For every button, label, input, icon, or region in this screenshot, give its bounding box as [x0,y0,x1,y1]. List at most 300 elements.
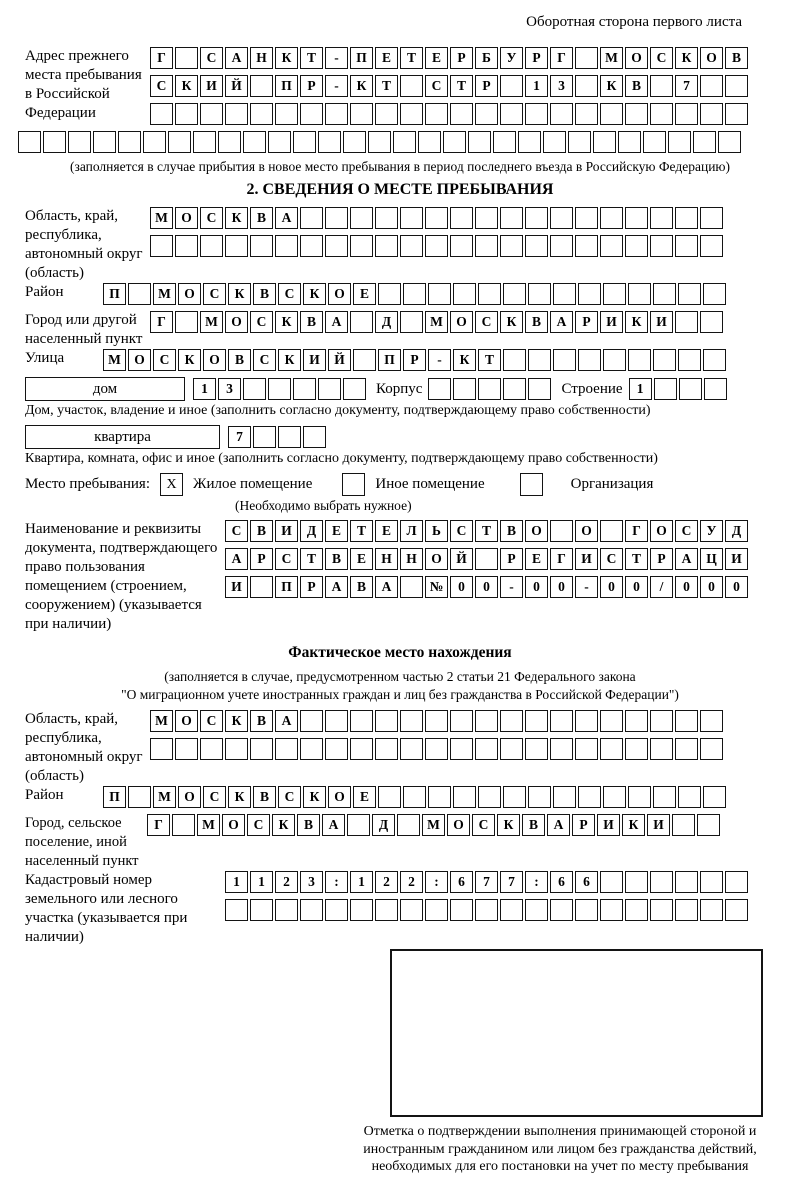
char-cell[interactable]: С [250,311,273,333]
char-cell[interactable]: Н [250,47,273,69]
char-cell[interactable]: У [500,47,523,69]
char-cell[interactable] [475,899,498,921]
char-cell[interactable]: О [447,814,470,836]
char-cell[interactable]: С [650,47,673,69]
char-cell[interactable] [675,235,698,257]
char-cell[interactable] [243,131,266,153]
char-cell[interactable]: - [325,75,348,97]
char-cell[interactable] [675,207,698,229]
char-cell[interactable]: С [247,814,270,836]
char-cell[interactable]: - [325,47,348,69]
char-cell[interactable]: 3 [550,75,573,97]
char-cell[interactable]: О [222,814,245,836]
char-cell[interactable]: П [275,75,298,97]
apartment-type-box[interactable]: квартира [25,425,220,449]
char-cell[interactable] [503,349,526,371]
char-cell[interactable]: С [225,520,248,542]
char-cell[interactable] [425,103,448,125]
char-cell[interactable] [643,131,666,153]
char-cell[interactable]: - [575,576,598,598]
char-cell[interactable]: 1 [250,871,273,893]
char-cell[interactable]: А [225,47,248,69]
char-cell[interactable] [628,786,651,808]
char-cell[interactable] [425,235,448,257]
char-cell[interactable]: В [500,520,523,542]
char-cell[interactable]: М [197,814,220,836]
char-cell[interactable] [550,738,573,760]
char-cell[interactable]: Б [475,47,498,69]
char-cell[interactable]: Р [500,548,523,570]
char-cell[interactable] [603,786,626,808]
char-cell[interactable]: И [647,814,670,836]
char-cell[interactable] [725,871,748,893]
char-cell[interactable] [393,131,416,153]
char-cell[interactable]: В [350,576,373,598]
char-cell[interactable] [528,378,551,400]
char-cell[interactable]: В [250,710,273,732]
char-cell[interactable] [193,131,216,153]
char-cell[interactable]: Т [300,548,323,570]
char-cell[interactable]: О [625,47,648,69]
char-cell[interactable]: 0 [725,576,748,598]
char-cell[interactable]: Т [375,75,398,97]
char-cell[interactable] [318,378,341,400]
char-cell[interactable] [172,814,195,836]
char-cell[interactable] [503,378,526,400]
char-cell[interactable] [397,814,420,836]
char-cell[interactable]: Г [150,311,173,333]
char-cell[interactable] [525,103,548,125]
char-cell[interactable]: 0 [550,576,573,598]
char-cell[interactable]: О [328,283,351,305]
char-cell[interactable] [347,814,370,836]
char-cell[interactable] [650,207,673,229]
char-cell[interactable]: Р [575,311,598,333]
char-cell[interactable]: К [175,75,198,97]
char-cell[interactable]: Г [147,814,170,836]
char-cell[interactable] [575,738,598,760]
char-cell[interactable] [243,378,266,400]
char-cell[interactable]: О [425,548,448,570]
char-cell[interactable] [400,576,423,598]
char-cell[interactable] [550,520,573,542]
char-cell[interactable] [403,786,426,808]
char-cell[interactable] [350,207,373,229]
char-cell[interactable]: Й [450,548,473,570]
char-cell[interactable] [653,786,676,808]
stay-option-other-checkbox[interactable] [342,473,365,496]
char-cell[interactable]: О [175,207,198,229]
char-cell[interactable]: А [225,548,248,570]
char-cell[interactable]: Р [650,548,673,570]
char-cell[interactable] [275,738,298,760]
char-cell[interactable] [275,899,298,921]
char-cell[interactable] [525,710,548,732]
char-cell[interactable]: / [650,576,673,598]
char-cell[interactable] [200,235,223,257]
char-cell[interactable] [350,103,373,125]
char-cell[interactable]: Р [572,814,595,836]
char-cell[interactable] [600,235,623,257]
char-cell[interactable]: 7 [500,871,523,893]
char-cell[interactable] [175,103,198,125]
char-cell[interactable]: К [225,207,248,229]
char-cell[interactable] [650,75,673,97]
char-cell[interactable] [450,207,473,229]
char-cell[interactable] [628,283,651,305]
char-cell[interactable]: П [275,576,298,598]
char-cell[interactable]: К [275,47,298,69]
char-cell[interactable]: С [253,349,276,371]
char-cell[interactable]: 0 [525,576,548,598]
char-cell[interactable] [700,207,723,229]
char-cell[interactable]: О [225,311,248,333]
char-cell[interactable] [703,349,726,371]
char-cell[interactable] [325,207,348,229]
char-cell[interactable]: : [325,871,348,893]
char-cell[interactable]: И [575,548,598,570]
char-cell[interactable] [128,283,151,305]
char-cell[interactable]: Г [150,47,173,69]
char-cell[interactable]: К [500,311,523,333]
char-cell[interactable]: С [600,548,623,570]
char-cell[interactable] [553,349,576,371]
char-cell[interactable]: 6 [550,871,573,893]
char-cell[interactable] [675,710,698,732]
char-cell[interactable] [650,871,673,893]
char-cell[interactable]: М [150,207,173,229]
char-cell[interactable]: С [472,814,495,836]
char-cell[interactable] [550,207,573,229]
char-cell[interactable] [600,520,623,542]
char-cell[interactable]: Р [300,75,323,97]
char-cell[interactable] [525,207,548,229]
char-cell[interactable]: Р [403,349,426,371]
char-cell[interactable] [378,283,401,305]
char-cell[interactable]: И [600,311,623,333]
char-cell[interactable]: К [275,311,298,333]
char-cell[interactable]: Т [475,520,498,542]
char-cell[interactable] [250,235,273,257]
char-cell[interactable] [618,131,641,153]
char-cell[interactable]: В [525,311,548,333]
char-cell[interactable]: А [375,576,398,598]
char-cell[interactable] [668,131,691,153]
char-cell[interactable] [403,283,426,305]
char-cell[interactable]: В [253,283,276,305]
char-cell[interactable] [425,738,448,760]
char-cell[interactable]: Т [478,349,501,371]
char-cell[interactable]: М [153,786,176,808]
house-type-box[interactable]: дом [25,377,185,401]
char-cell[interactable] [650,710,673,732]
char-cell[interactable]: В [297,814,320,836]
char-cell[interactable] [650,899,673,921]
char-cell[interactable] [600,207,623,229]
char-cell[interactable] [425,899,448,921]
char-cell[interactable] [450,899,473,921]
char-cell[interactable] [578,349,601,371]
char-cell[interactable]: К [228,786,251,808]
char-cell[interactable] [700,738,723,760]
char-cell[interactable]: Ц [700,548,723,570]
char-cell[interactable] [453,378,476,400]
char-cell[interactable] [453,786,476,808]
char-cell[interactable] [578,283,601,305]
char-cell[interactable] [325,899,348,921]
char-cell[interactable]: М [150,710,173,732]
char-cell[interactable]: Е [525,548,548,570]
char-cell[interactable]: 1 [225,871,248,893]
char-cell[interactable] [675,738,698,760]
char-cell[interactable] [143,131,166,153]
char-cell[interactable] [503,786,526,808]
char-cell[interactable]: С [200,47,223,69]
char-cell[interactable]: 1 [193,378,216,400]
char-cell[interactable]: Д [725,520,748,542]
char-cell[interactable]: Г [550,548,573,570]
char-cell[interactable] [593,131,616,153]
char-cell[interactable]: Т [625,548,648,570]
char-cell[interactable] [528,283,551,305]
char-cell[interactable] [478,378,501,400]
char-cell[interactable]: О [178,786,201,808]
char-cell[interactable] [500,710,523,732]
char-cell[interactable]: А [325,311,348,333]
char-cell[interactable]: Е [375,47,398,69]
char-cell[interactable] [350,710,373,732]
char-cell[interactable]: К [228,283,251,305]
char-cell[interactable] [500,235,523,257]
char-cell[interactable]: И [275,520,298,542]
char-cell[interactable]: С [200,207,223,229]
char-cell[interactable]: С [475,311,498,333]
char-cell[interactable] [493,131,516,153]
char-cell[interactable]: С [675,520,698,542]
char-cell[interactable] [425,710,448,732]
char-cell[interactable]: С [200,710,223,732]
char-cell[interactable]: К [453,349,476,371]
char-cell[interactable]: Е [353,786,376,808]
char-cell[interactable] [400,738,423,760]
char-cell[interactable] [375,207,398,229]
char-cell[interactable] [603,349,626,371]
char-cell[interactable] [225,103,248,125]
char-cell[interactable] [600,103,623,125]
char-cell[interactable] [679,378,702,400]
char-cell[interactable]: Е [353,283,376,305]
char-cell[interactable]: В [625,75,648,97]
char-cell[interactable] [325,235,348,257]
char-cell[interactable] [350,235,373,257]
char-cell[interactable]: С [203,283,226,305]
char-cell[interactable] [575,899,598,921]
char-cell[interactable]: Д [300,520,323,542]
char-cell[interactable] [293,378,316,400]
char-cell[interactable]: Ь [425,520,448,542]
char-cell[interactable] [428,283,451,305]
char-cell[interactable] [443,131,466,153]
char-cell[interactable]: П [378,349,401,371]
char-cell[interactable] [300,899,323,921]
char-cell[interactable] [278,426,301,448]
char-cell[interactable]: В [725,47,748,69]
char-cell[interactable] [672,814,695,836]
char-cell[interactable] [525,235,548,257]
char-cell[interactable] [225,899,248,921]
char-cell[interactable] [68,131,91,153]
char-cell[interactable] [343,378,366,400]
char-cell[interactable]: Е [325,520,348,542]
char-cell[interactable] [518,131,541,153]
char-cell[interactable]: Р [300,576,323,598]
char-cell[interactable] [678,349,701,371]
char-cell[interactable]: О [700,47,723,69]
char-cell[interactable] [200,103,223,125]
char-cell[interactable]: И [725,548,748,570]
char-cell[interactable]: Д [372,814,395,836]
char-cell[interactable]: - [500,576,523,598]
char-cell[interactable] [528,786,551,808]
char-cell[interactable] [475,548,498,570]
char-cell[interactable]: К [303,786,326,808]
char-cell[interactable]: К [178,349,201,371]
char-cell[interactable]: 6 [575,871,598,893]
char-cell[interactable] [625,738,648,760]
char-cell[interactable]: А [275,710,298,732]
char-cell[interactable]: К [225,710,248,732]
char-cell[interactable] [150,103,173,125]
char-cell[interactable]: С [150,75,173,97]
char-cell[interactable]: Г [550,47,573,69]
char-cell[interactable] [475,103,498,125]
char-cell[interactable]: А [675,548,698,570]
char-cell[interactable]: 0 [700,576,723,598]
char-cell[interactable] [628,349,651,371]
char-cell[interactable] [650,738,673,760]
char-cell[interactable] [168,131,191,153]
char-cell[interactable] [400,235,423,257]
char-cell[interactable]: В [522,814,545,836]
char-cell[interactable]: О [175,710,198,732]
char-cell[interactable] [325,710,348,732]
char-cell[interactable] [400,899,423,921]
char-cell[interactable] [250,103,273,125]
char-cell[interactable]: И [200,75,223,97]
char-cell[interactable]: 0 [475,576,498,598]
char-cell[interactable] [150,738,173,760]
char-cell[interactable] [428,378,451,400]
char-cell[interactable] [428,786,451,808]
char-cell[interactable] [450,235,473,257]
char-cell[interactable] [553,283,576,305]
char-cell[interactable] [300,103,323,125]
char-cell[interactable]: 0 [600,576,623,598]
char-cell[interactable] [700,235,723,257]
char-cell[interactable]: У [700,520,723,542]
char-cell[interactable]: К [625,311,648,333]
char-cell[interactable] [718,131,741,153]
char-cell[interactable] [703,786,726,808]
char-cell[interactable] [704,378,727,400]
char-cell[interactable] [43,131,66,153]
char-cell[interactable] [600,871,623,893]
char-cell[interactable]: Г [625,520,648,542]
char-cell[interactable]: М [153,283,176,305]
char-cell[interactable]: 0 [450,576,473,598]
char-cell[interactable] [293,131,316,153]
char-cell[interactable] [350,738,373,760]
char-cell[interactable]: К [350,75,373,97]
char-cell[interactable]: О [203,349,226,371]
char-cell[interactable]: И [225,576,248,598]
char-cell[interactable] [475,207,498,229]
char-cell[interactable] [378,786,401,808]
char-cell[interactable]: К [272,814,295,836]
char-cell[interactable] [218,131,241,153]
char-cell[interactable]: П [103,786,126,808]
char-cell[interactable]: 2 [375,871,398,893]
char-cell[interactable] [625,710,648,732]
char-cell[interactable] [368,131,391,153]
char-cell[interactable] [500,75,523,97]
char-cell[interactable]: А [550,311,573,333]
char-cell[interactable]: 6 [450,871,473,893]
char-cell[interactable] [678,283,701,305]
char-cell[interactable]: К [622,814,645,836]
char-cell[interactable] [303,426,326,448]
char-cell[interactable]: 7 [228,426,251,448]
char-cell[interactable] [575,207,598,229]
char-cell[interactable] [300,710,323,732]
char-cell[interactable] [653,349,676,371]
char-cell[interactable]: Д [375,311,398,333]
char-cell[interactable] [550,710,573,732]
char-cell[interactable] [225,738,248,760]
char-cell[interactable]: С [278,786,301,808]
char-cell[interactable]: О [178,283,201,305]
char-cell[interactable] [225,235,248,257]
char-cell[interactable] [550,103,573,125]
char-cell[interactable] [343,131,366,153]
char-cell[interactable] [325,103,348,125]
char-cell[interactable] [253,426,276,448]
char-cell[interactable]: 1 [525,75,548,97]
char-cell[interactable]: И [303,349,326,371]
char-cell[interactable] [703,283,726,305]
char-cell[interactable]: М [103,349,126,371]
char-cell[interactable] [400,75,423,97]
char-cell[interactable] [675,899,698,921]
char-cell[interactable] [175,311,198,333]
char-cell[interactable] [475,710,498,732]
char-cell[interactable]: П [103,283,126,305]
char-cell[interactable]: Й [328,349,351,371]
char-cell[interactable] [118,131,141,153]
char-cell[interactable] [375,710,398,732]
char-cell[interactable] [250,738,273,760]
char-cell[interactable] [150,235,173,257]
char-cell[interactable]: К [303,283,326,305]
char-cell[interactable]: О [575,520,598,542]
char-cell[interactable]: 3 [300,871,323,893]
char-cell[interactable] [400,103,423,125]
char-cell[interactable] [700,103,723,125]
char-cell[interactable]: Л [400,520,423,542]
char-cell[interactable] [450,710,473,732]
char-cell[interactable] [568,131,591,153]
char-cell[interactable]: О [128,349,151,371]
